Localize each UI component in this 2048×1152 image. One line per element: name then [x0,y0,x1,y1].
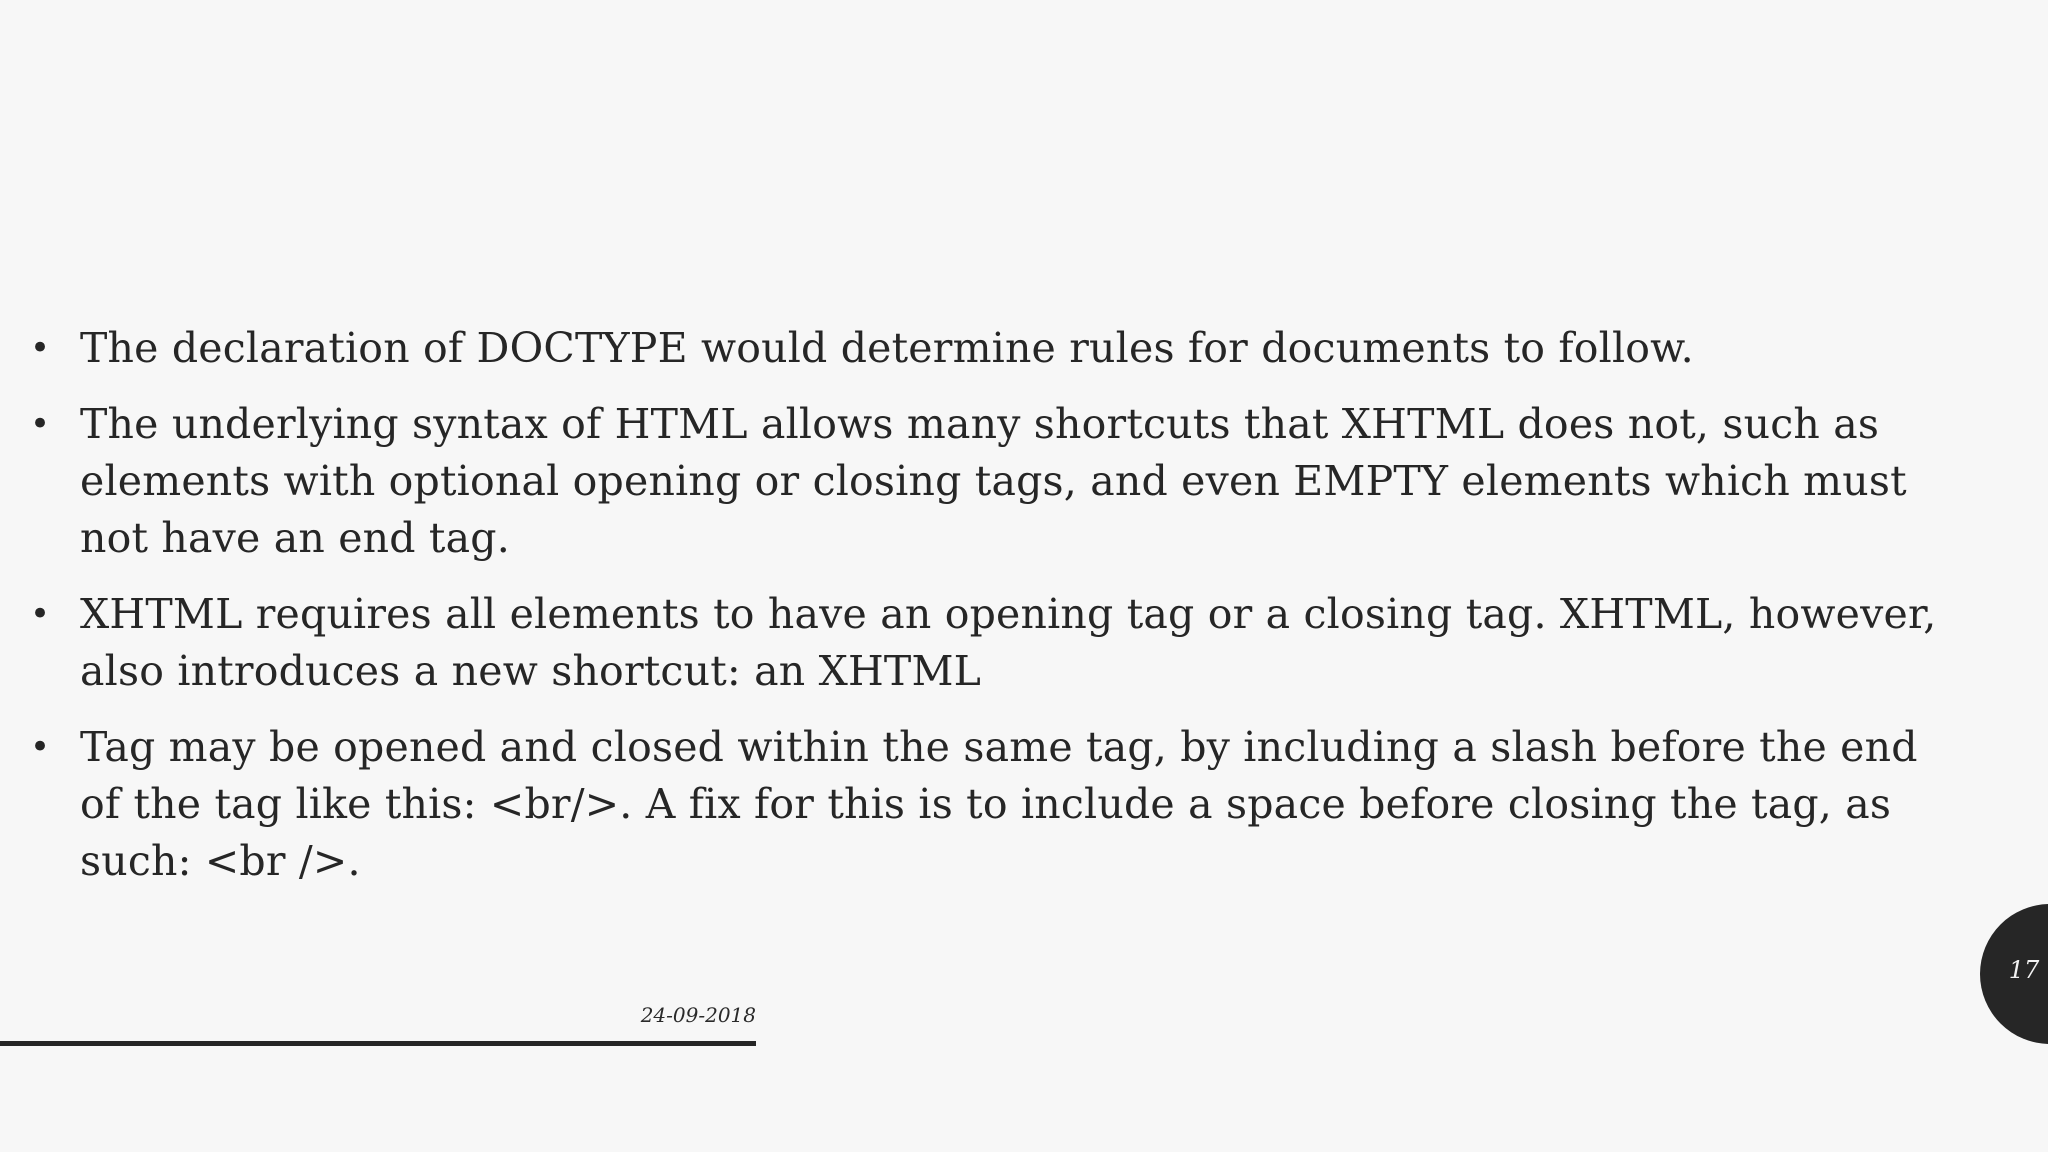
bullet-marker: • [30,328,51,368]
bullet-item-3 [0,586,1940,700]
bullet-item-2 [0,396,1940,567]
slide-content [0,320,1940,909]
bullet-list [0,320,1940,890]
bullet-text: The declaration of DOCTYPE would determine rules for documents to follow. [80,324,1694,372]
bullet-marker: • [30,594,51,634]
footer-date: 24-09-2018 [640,1003,756,1027]
bullet-item-1 [0,320,1940,377]
footer-divider [0,1041,756,1046]
bullet-text: The underlying syntax of HTML allows many shortcuts that XHTML does not, such as elements with optional opening or closing tags, and even EMPTY elements which must not have an end tag. [80,400,1907,562]
bullet-item-4 [0,719,1940,890]
bullet-text: Tag may be opened and closed within the same tag, by including a slash before the end of the tag like this: <br/>. A fix for this is to include a space before closing the tag, as such: <br />. [80,723,1918,885]
bullet-text: XHTML requires all elements to have an opening tag or a closing tag. XHTML, however, also introduces a new shortcut: an XHTML [80,590,1937,695]
bullet-marker: • [30,404,51,444]
bullet-marker: • [30,727,51,767]
page-number: 17 [2008,956,2040,984]
